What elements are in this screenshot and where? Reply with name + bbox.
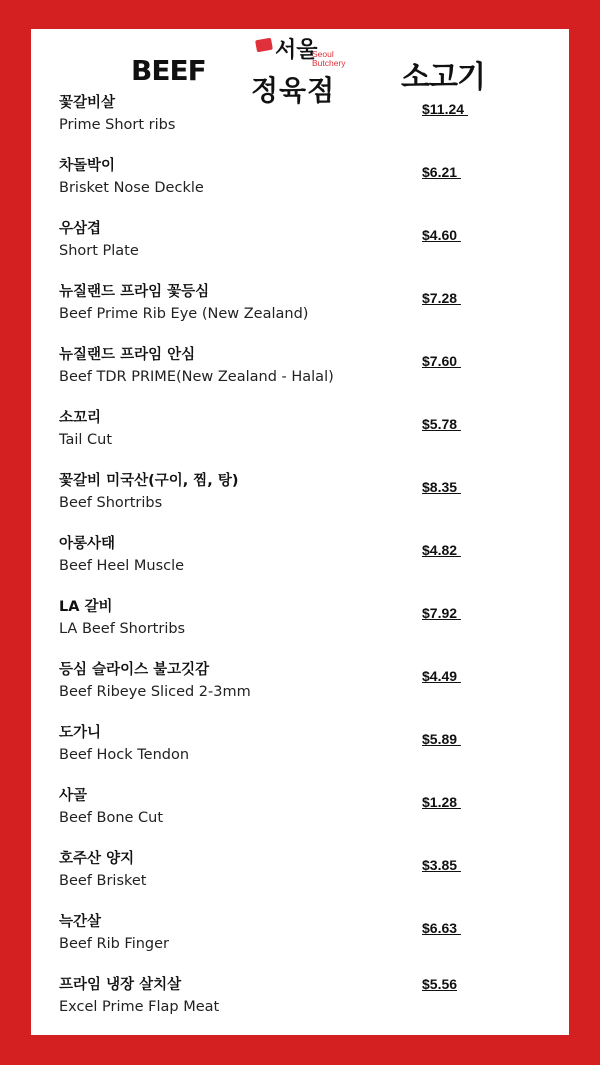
item-korean-name: 뉴질랜드 프라임 안심 xyxy=(59,347,196,363)
item-korean-name: 꽃갈비살 xyxy=(59,95,116,111)
item-price: $3.85 xyxy=(422,857,461,873)
item-english-name: Beef Brisket xyxy=(59,873,147,889)
item-price: $5.56 xyxy=(422,976,458,992)
item-korean-name: 우삼겹 xyxy=(59,221,102,237)
menu-item xyxy=(59,786,539,829)
item-english-name: Beef Prime Rib Eye (New Zealand) xyxy=(59,306,309,322)
item-english-name: Excel Prime Flap Meat xyxy=(59,999,220,1015)
item-english-name: Tail Cut xyxy=(59,432,113,448)
item-korean-name: 아롱사태 xyxy=(59,536,116,552)
item-price: $11.24 xyxy=(422,101,468,117)
item-english-name: Brisket Nose Deckle xyxy=(59,180,204,196)
logo-en-line1: Seoul xyxy=(312,49,334,59)
item-price: $5.89 xyxy=(422,731,461,747)
item-korean-name: 등심 슬라이스 불고깃감 xyxy=(59,662,210,678)
item-korean-name: 늑간살 xyxy=(59,914,102,930)
logo-badge-icon xyxy=(255,38,273,53)
item-english-name: Beef Bone Cut xyxy=(59,810,164,826)
item-price: $4.60 xyxy=(422,227,461,243)
menu-item xyxy=(59,345,539,388)
menu-item xyxy=(59,219,539,262)
menu-item xyxy=(59,975,539,1018)
item-english-name: Beef TDR PRIME(New Zealand - Halal) xyxy=(59,369,334,385)
item-english-name: Beef Ribeye Sliced 2-3mm xyxy=(59,684,251,700)
menu-item xyxy=(59,723,539,766)
item-price: $1.28 xyxy=(422,794,461,810)
item-english-name: Prime Short ribs xyxy=(59,117,176,133)
item-english-name: Beef Heel Muscle xyxy=(59,558,185,574)
logo-text-english xyxy=(312,50,346,68)
item-korean-name: 뉴질랜드 프라임 꽃등심 xyxy=(59,284,210,300)
item-korean-name: 차돌박이 xyxy=(59,158,116,174)
item-price: $4.49 xyxy=(422,668,461,684)
menu-item xyxy=(59,849,539,892)
item-korean-name: 호주산 양지 xyxy=(59,851,135,867)
item-korean-name: 소꼬리 xyxy=(59,410,102,426)
logo-en-line2: Butchery xyxy=(312,58,346,68)
logo-text-seoul: 서울 xyxy=(275,37,318,63)
item-english-name: LA Beef Shortribs xyxy=(59,621,186,637)
menu-item xyxy=(59,408,539,451)
menu-item xyxy=(59,534,539,577)
item-korean-name: 꽃갈비 미국산(구이, 찜, 탕) xyxy=(59,473,239,489)
title-korean: 소고기 xyxy=(401,60,485,95)
item-price: $7.60 xyxy=(422,353,461,369)
item-korean-name: LA 갈비 xyxy=(59,599,113,615)
menu-card xyxy=(31,29,569,1035)
menu-item xyxy=(59,282,539,325)
item-korean-name: 도가니 xyxy=(59,725,102,741)
item-korean-name: 사골 xyxy=(59,788,88,804)
item-price: $6.21 xyxy=(422,164,461,180)
title-english: BEEF xyxy=(131,54,206,87)
item-english-name: Short Plate xyxy=(59,243,139,259)
menu-item xyxy=(59,660,539,703)
item-english-name: Beef Shortribs xyxy=(59,495,163,511)
item-price: $6.63 xyxy=(422,920,461,936)
item-price: $7.92 xyxy=(422,605,461,621)
menu-item xyxy=(59,912,539,955)
item-price: $4.82 xyxy=(422,542,461,558)
menu-item xyxy=(59,471,539,514)
menu-item xyxy=(59,597,539,640)
item-english-name: Beef Rib Finger xyxy=(59,936,170,952)
menu-item xyxy=(59,156,539,199)
item-english-name: Beef Hock Tendon xyxy=(59,747,190,763)
item-korean-name: 프라임 냉장 살치살 xyxy=(59,977,182,993)
item-price: $7.28 xyxy=(422,290,461,306)
item-price: $8.35 xyxy=(422,479,461,495)
item-price: $5.78 xyxy=(422,416,461,432)
logo-text-butchery: 정육점 xyxy=(251,74,336,107)
